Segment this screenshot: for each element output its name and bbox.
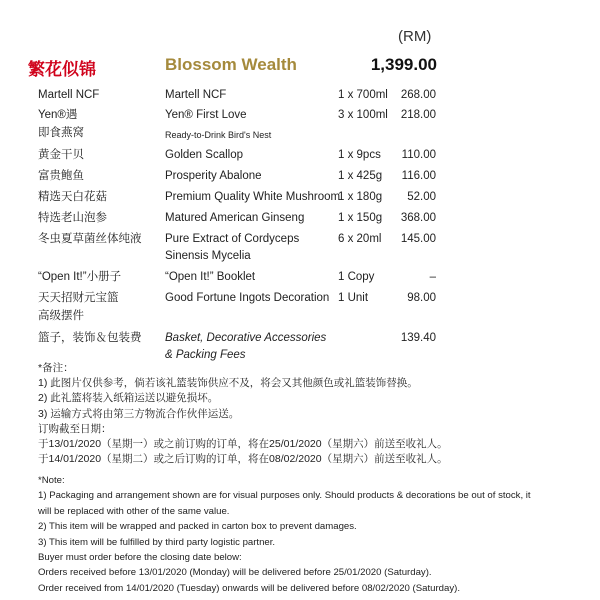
note-heading: *Note:: [38, 475, 65, 486]
item-quantity: 3 x 100ml: [338, 109, 388, 121]
item-quantity: 1 Unit: [338, 292, 369, 304]
item-name-english: Good Fortune Ingots Decoration: [165, 292, 330, 304]
item-name-english: Prosperity Abalone: [165, 170, 262, 182]
item-price: 218.00: [400, 109, 436, 121]
item-price: 139.40: [400, 332, 436, 344]
item-price: 110.00: [401, 149, 436, 161]
item-price: 268.00: [400, 89, 436, 101]
total-price: 1,399.00: [370, 55, 437, 74]
item-price: –: [429, 271, 436, 283]
item-quantity: 1 x 150g: [338, 212, 383, 224]
item-name-english: “Open It!” Booklet: [165, 271, 256, 283]
item-price: 145.00: [400, 233, 436, 245]
item-quantity: 6 x 20ml: [338, 233, 382, 245]
note-line: 1) Packaging and arrangement shown are for visual purposes only. Should products & decorations be out of stock, it: [38, 490, 531, 502]
currency-label: (RM): [398, 28, 432, 45]
item-name-english: Pure Extract of Cordyceps: [165, 233, 300, 245]
item-price: 116.00: [401, 170, 436, 182]
item-name-chinese-line2: 即食燕窝: [38, 127, 84, 139]
item-name-english: Basket, Decorative Accessories: [165, 332, 327, 344]
item-price: 52.00: [407, 191, 436, 203]
note-line: will be replaced with other of the same value.: [38, 505, 230, 517]
item-price: 368.00: [400, 212, 436, 224]
item-name-chinese: Martell NCF: [38, 89, 100, 101]
notes-english: [38, 473, 531, 596]
item-name-english: Martell NCF: [165, 89, 227, 101]
note-line: 3) 运输方式将由第三方物流合作伙伴运送。: [38, 407, 240, 420]
item-quantity: 1 x 425g: [338, 170, 383, 182]
item-name-chinese: “Open It!”小册子: [38, 271, 122, 283]
item-name-english: Matured American Ginseng: [165, 212, 305, 224]
note-line: Buyer must order before the closing date below:: [38, 552, 242, 564]
item-name-english: Premium Quality White Mushroom: [165, 191, 341, 203]
item-name-chinese: 精选天白花菇: [38, 191, 107, 203]
note-line: 2) 此礼篮将装入纸箱运送以避免损坏。: [38, 392, 219, 405]
product-title-chinese: 繁花似锦: [28, 60, 96, 79]
item-name-chinese: 特选老山泡参: [38, 212, 107, 224]
item-name-chinese: Yen®遇: [38, 109, 78, 121]
product-title-english: Blossom Wealth: [165, 55, 297, 74]
item-name-english-line2: Sinensis Mycelia: [165, 250, 251, 262]
note-line: 2) This item will be wrapped and packed in carton box to prevent damages.: [38, 521, 357, 533]
notes-chinese: [38, 361, 448, 467]
note-line: 1) 此图片仅供参考，倘若该礼篮装饰供应不及，将会又其他颜色或礼篮装饰替换。: [38, 377, 418, 390]
item-quantity: 1 x 9pcs: [338, 149, 381, 161]
item-name-chinese: 黄金干贝: [38, 149, 84, 161]
note-line: 订购截至日期：: [38, 422, 112, 435]
item-price: 98.00: [407, 292, 436, 304]
item-name-english-line2: & Packing Fees: [165, 349, 246, 361]
item-name-english: Golden Scallop: [165, 149, 243, 161]
note-line: 于13/01/2020（星期一）或之前订购的订单，将在25/01/2020（星期六）前送至收礼人。: [38, 438, 448, 451]
item-quantity: 1 Copy: [338, 271, 375, 283]
item-name-chinese: 篮子，装饰＆包装费: [38, 332, 142, 344]
item-name-chinese: 天天招财元宝篮: [38, 292, 119, 304]
item-name-english-line2: Ready-to-Drink Bird's Nest: [165, 130, 272, 140]
item-name-chinese: 富贵鲍鱼: [38, 170, 84, 182]
item-quantity: 1 x 180g: [338, 191, 383, 203]
note-line: Order received from 14/01/2020 (Tuesday) onwards will be delivered before 08/02/2020 (Saturday).: [38, 582, 460, 594]
note-line: 于14/01/2020（星期二）或之后订购的订单，将在08/02/2020（星期六）前送至收礼人。: [38, 453, 448, 466]
note-heading: *备注：: [38, 362, 74, 374]
item-name-chinese: 冬虫夏草菌丝体纯液: [38, 233, 142, 245]
item-name-english: Yen® First Love: [165, 109, 247, 121]
item-quantity: 1 x 700ml: [338, 89, 388, 101]
note-line: 3) This item will be fulfilled by third party logistic partner.: [38, 536, 276, 548]
item-name-chinese-line2: 高级摆件: [38, 310, 84, 322]
note-line: Orders received before 13/01/2020 (Monday) will be delivered before 25/01/2020 (Saturday).: [38, 567, 432, 579]
